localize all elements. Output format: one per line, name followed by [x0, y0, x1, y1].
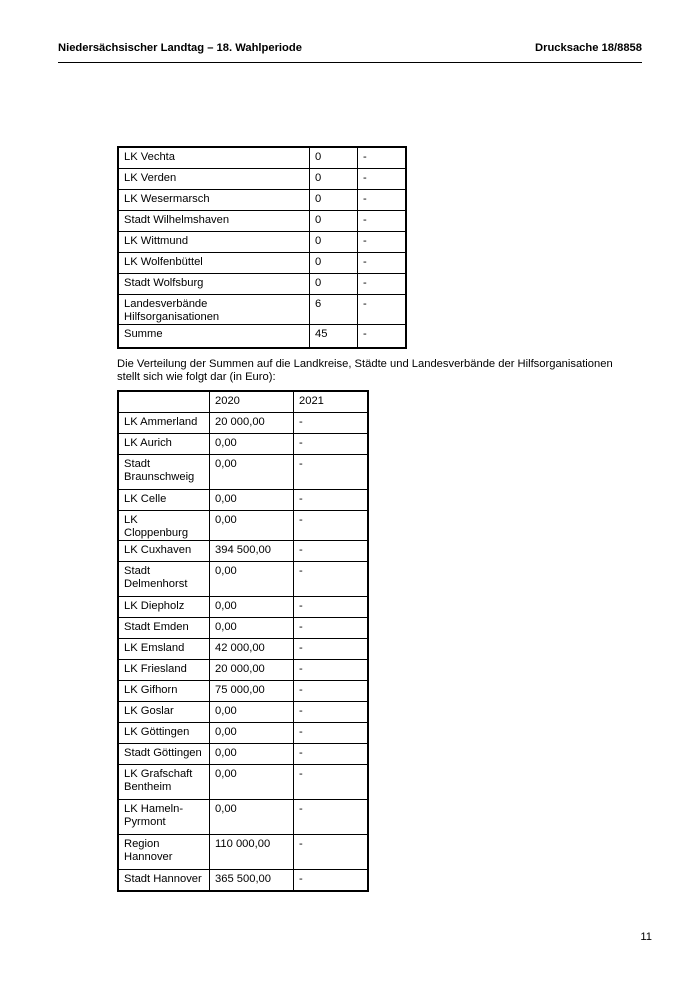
table-cell: LK Emsland [118, 639, 210, 660]
table-row [118, 274, 406, 295]
table-cell: - [358, 232, 407, 253]
table-cell: Region Hannover [118, 835, 210, 870]
table-cell: 0 [310, 232, 358, 253]
table-cell: - [294, 618, 369, 639]
table-cell: 0,00 [210, 511, 294, 541]
distribution-paragraph [117, 358, 613, 384]
table-row [118, 702, 368, 723]
table-cell: - [358, 190, 407, 211]
table-cell: 0,00 [210, 618, 294, 639]
column-header [118, 391, 210, 413]
table-cell: 0,00 [210, 723, 294, 744]
table-cell: - [358, 325, 407, 349]
header-parliament-title: Niedersächsischer Landtag – 18. Wahlperiode [58, 42, 302, 54]
table-cell: - [358, 147, 407, 169]
table-cell: - [294, 597, 369, 618]
table-row [118, 800, 368, 835]
table-cell: 0,00 [210, 800, 294, 835]
table-row [118, 744, 368, 765]
table-row [118, 434, 368, 455]
header-divider [58, 62, 642, 63]
table-row [118, 232, 406, 253]
table-cell: LK Verden [118, 169, 310, 190]
table-cell: 0 [310, 147, 358, 169]
table-cell: - [358, 253, 407, 274]
table-cell: LK Ammerland [118, 413, 210, 434]
table-row [118, 723, 368, 744]
table-row [118, 870, 368, 892]
table-row [118, 660, 368, 681]
table-cell: - [294, 562, 369, 597]
table-cell: - [294, 455, 369, 490]
table-cell: 0,00 [210, 434, 294, 455]
table-cell: 0,00 [210, 702, 294, 723]
table-cell: LK Vechta [118, 147, 310, 169]
table-cell: 365 500,00 [210, 870, 294, 892]
table-cell: - [294, 744, 369, 765]
table-cell: Stadt Göttingen [118, 744, 210, 765]
table-cell: 0,00 [210, 765, 294, 800]
table-cell: - [358, 169, 407, 190]
table-cell: 0 [310, 253, 358, 274]
table-cell: - [294, 702, 369, 723]
table-cell: - [294, 434, 369, 455]
table-cell: Stadt Braunschweig [118, 455, 210, 490]
table-cell: 6 [310, 295, 358, 325]
table-row [118, 765, 368, 800]
table-cell: Stadt Delmenhorst [118, 562, 210, 597]
table-cell: LK Diepholz [118, 597, 210, 618]
column-header: 2020 [210, 391, 294, 413]
table-row [118, 295, 406, 325]
table-cell: 110 000,00 [210, 835, 294, 870]
table-cell: 20 000,00 [210, 660, 294, 681]
table-row [118, 639, 368, 660]
table-cell: LK Grafschaft Bentheim [118, 765, 210, 800]
distribution-amounts-table [117, 390, 369, 892]
table-cell: 0 [310, 211, 358, 232]
table-cell: - [294, 639, 369, 660]
table-cell: 75 000,00 [210, 681, 294, 702]
table-row [118, 413, 368, 434]
table-cell: - [294, 835, 369, 870]
paragraph-line: Die Verteilung der Summen auf die Landkreise, Städte und Landesverbände der Hilfsorganisationen [117, 358, 613, 370]
table-cell: Stadt Wilhelmshaven [118, 211, 310, 232]
table-cell: LK Cloppenburg [118, 511, 210, 541]
table-row [118, 169, 406, 190]
table-row [118, 681, 368, 702]
table-row [118, 618, 368, 639]
table-cell: 0,00 [210, 597, 294, 618]
table-cell: - [294, 413, 369, 434]
table-cell: 0,00 [210, 744, 294, 765]
table-cell: - [294, 723, 369, 744]
table-cell: Landesverbände Hilfsorganisationen [118, 295, 310, 325]
table-row [118, 541, 368, 562]
table-cell: 0 [310, 274, 358, 295]
table-row [118, 253, 406, 274]
table-cell: 0,00 [210, 455, 294, 490]
table-cell: - [358, 274, 407, 295]
table-header-row [118, 391, 368, 413]
table-cell: Summe [118, 325, 310, 349]
table-row [118, 597, 368, 618]
paragraph-line: stellt sich wie folgt dar (in Euro): [117, 371, 276, 383]
table-cell: LK Göttingen [118, 723, 210, 744]
table-cell: LK Gifhorn [118, 681, 210, 702]
page-number: 11 [640, 931, 652, 943]
table-cell: - [294, 660, 369, 681]
table-cell: 0 [310, 169, 358, 190]
table-cell: - [294, 681, 369, 702]
table-row [118, 490, 368, 511]
table-cell: - [294, 765, 369, 800]
table-cell: - [294, 490, 369, 511]
table-row [118, 455, 368, 490]
table-cell: - [294, 870, 369, 892]
table-cell: LK Aurich [118, 434, 210, 455]
table-row [118, 835, 368, 870]
table-cell: Stadt Hannover [118, 870, 210, 892]
table-cell: 45 [310, 325, 358, 349]
table-cell: - [294, 511, 369, 541]
table-cell: LK Hameln- Pyrmont [118, 800, 210, 835]
column-header: 2021 [294, 391, 369, 413]
organisations-count-table [117, 146, 407, 349]
header-document-number: Drucksache 18/8858 [535, 42, 642, 54]
table-cell: 0,00 [210, 562, 294, 597]
table-cell: - [294, 800, 369, 835]
table-cell: LK Cuxhaven [118, 541, 210, 562]
table-cell: 0 [310, 190, 358, 211]
table-cell: - [358, 295, 407, 325]
table-cell: 42 000,00 [210, 639, 294, 660]
table-row [118, 190, 406, 211]
table-cell: LK Goslar [118, 702, 210, 723]
table-cell: Stadt Wolfsburg [118, 274, 310, 295]
table-cell: LK Wittmund [118, 232, 310, 253]
table-cell: - [358, 211, 407, 232]
table-row [118, 562, 368, 597]
table-cell: 20 000,00 [210, 413, 294, 434]
table-cell: LK Friesland [118, 660, 210, 681]
table-cell: 0,00 [210, 490, 294, 511]
table-cell: Stadt Emden [118, 618, 210, 639]
table-row [118, 147, 406, 169]
table-cell: LK Wesermarsch [118, 190, 310, 211]
table-cell: - [294, 541, 369, 562]
table-row-total [118, 325, 406, 349]
table-row [118, 511, 368, 541]
table-cell: LK Celle [118, 490, 210, 511]
table-row [118, 211, 406, 232]
table-cell: 394 500,00 [210, 541, 294, 562]
table-cell: LK Wolfenbüttel [118, 253, 310, 274]
